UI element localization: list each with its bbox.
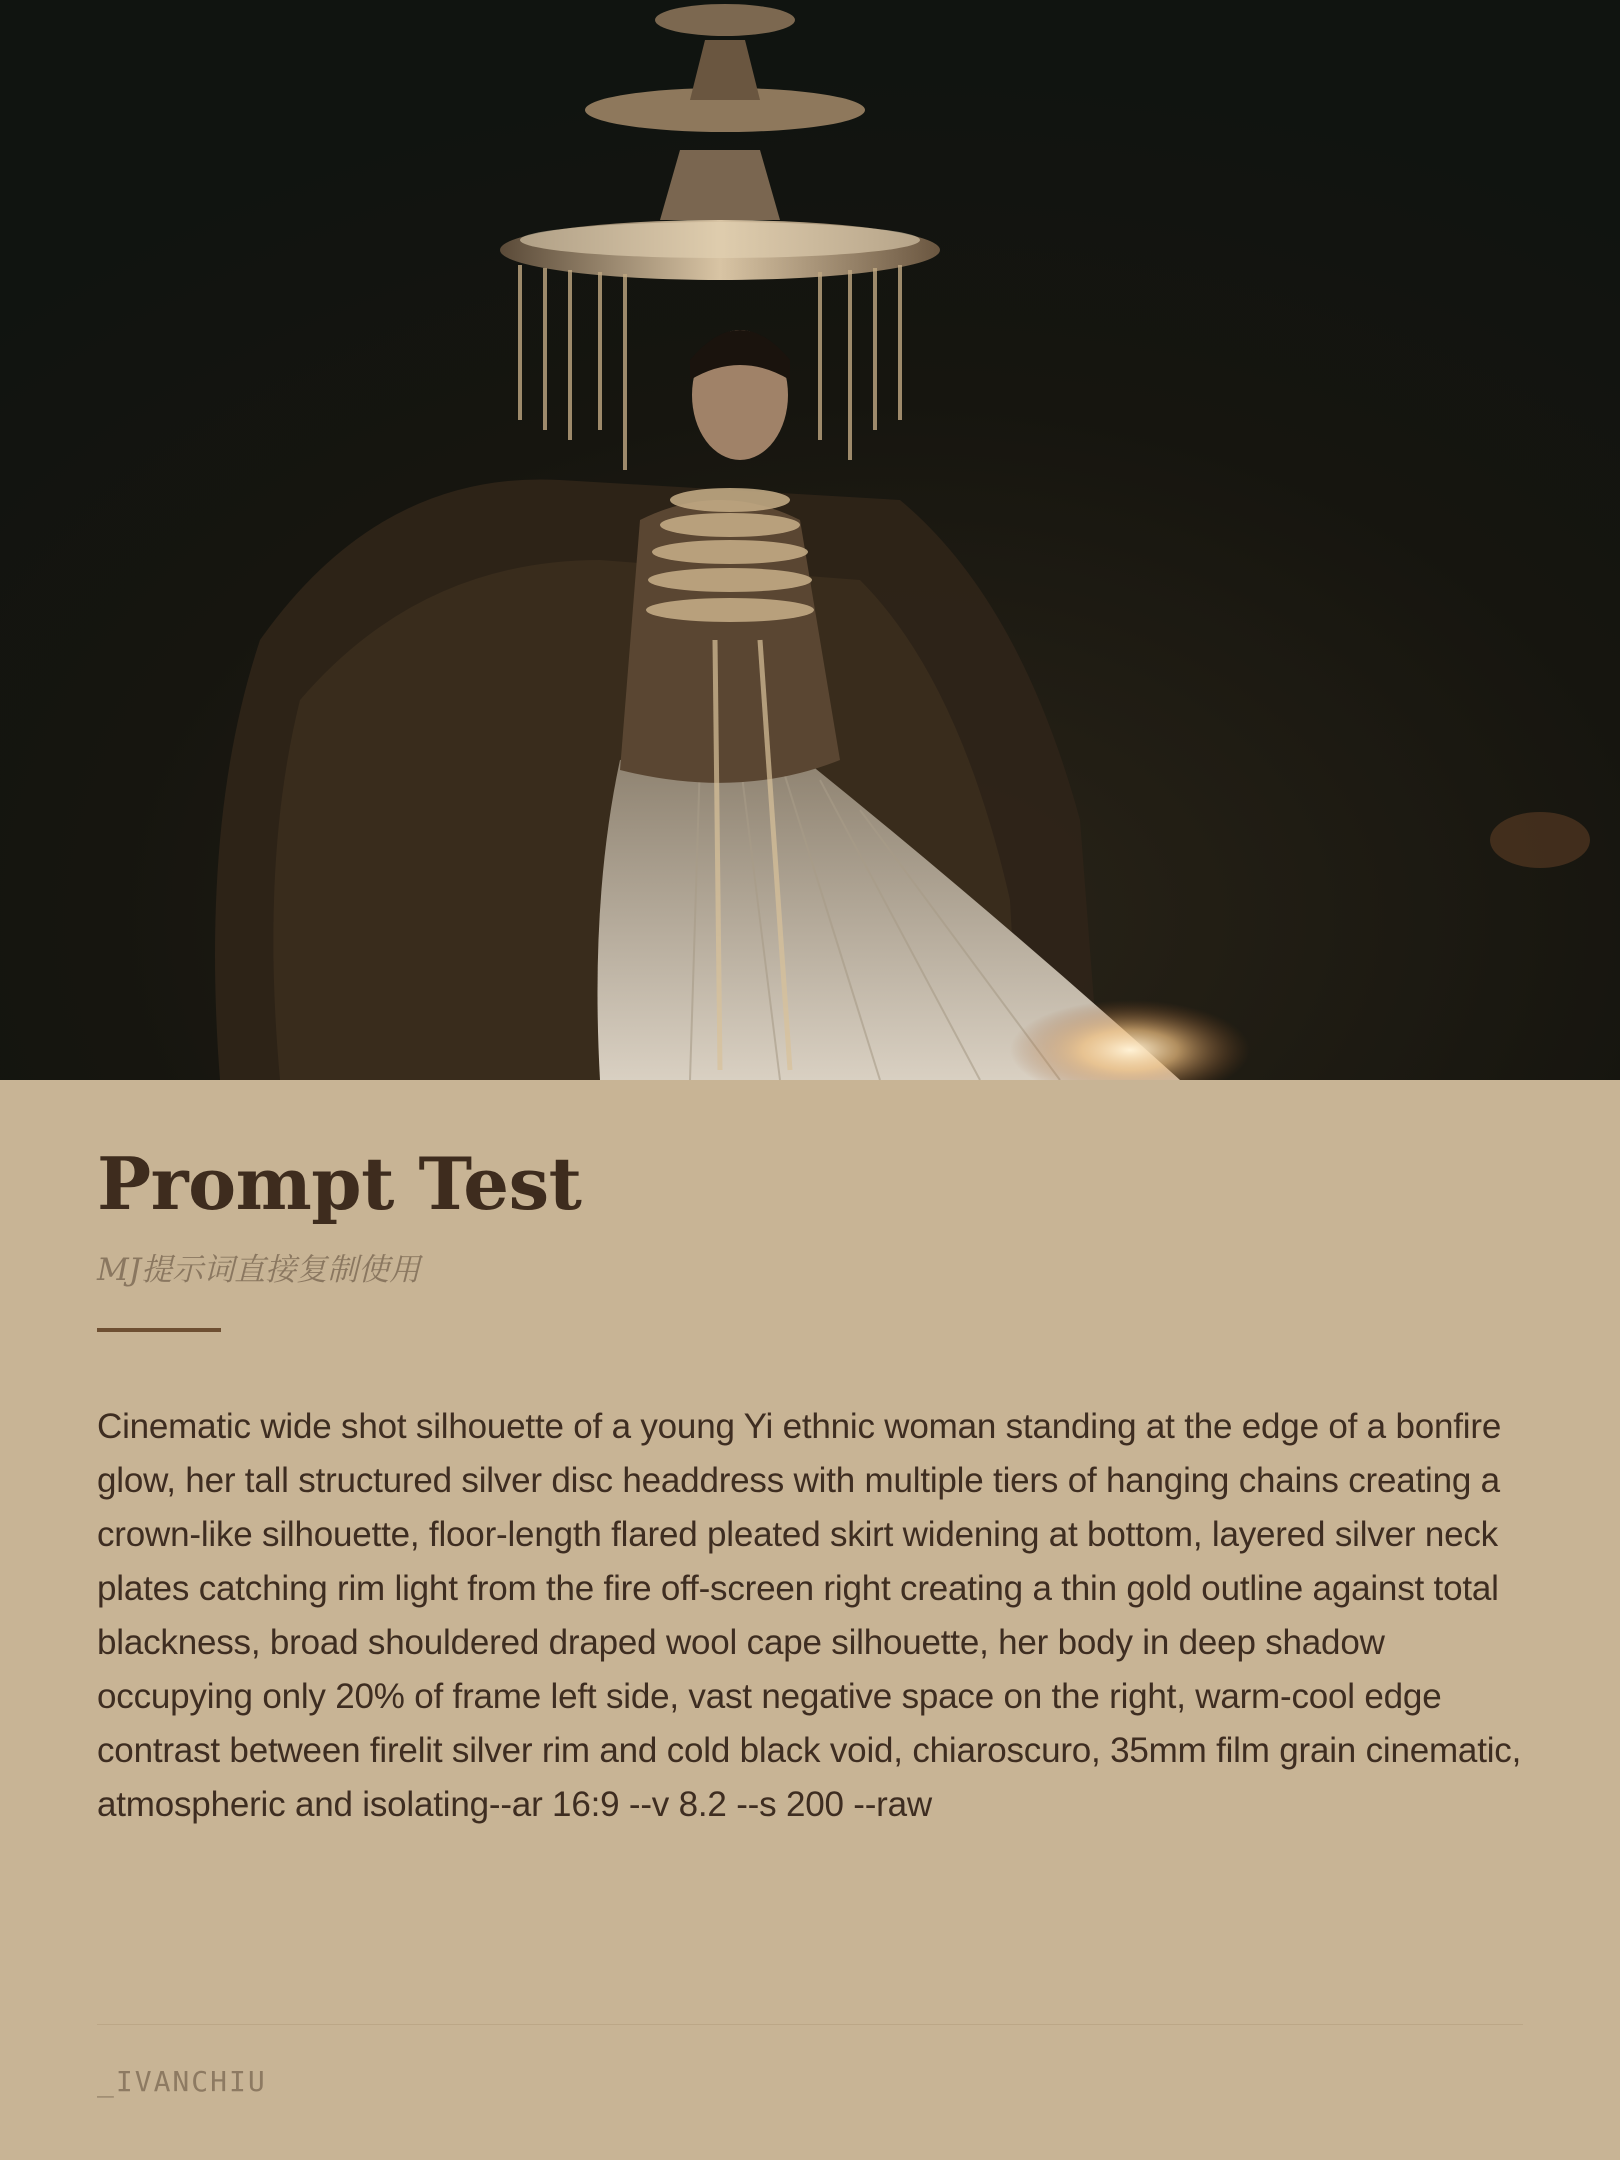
page-subtitle: MJ提示词直接复制使用: [97, 1252, 421, 1288]
title-underline: [97, 1328, 221, 1332]
footer-divider: [97, 2024, 1523, 2025]
author-signature: _IVANCHIU: [97, 2065, 267, 2098]
page-title: Prompt Test: [97, 1141, 582, 1226]
prompt-text[interactable]: Cinematic wide shot silhouette of a young Yi ethnic woman standing at the edge of a bonfire glow, her tall structured silver disc headdress with multiple tiers of hanging chains creating a crown-like silhouette, floor-length flared pleated skirt widening at bottom, layered silver neck plates catching rim light from the fire off-screen right creating a thin gold outline against total blackness, broad shouldered draped wool cape silhouette, her body in deep shadow occupying only 20% of frame left side, vast negative space on the right, warm-cool edge contrast between firelit silver rim and cold black void, chiaroscuro, 35mm film grain cinematic, atmospheric and isolating--ar 16:9 --v 8.2 --s 200 --raw: [97, 1407, 1522, 1824]
